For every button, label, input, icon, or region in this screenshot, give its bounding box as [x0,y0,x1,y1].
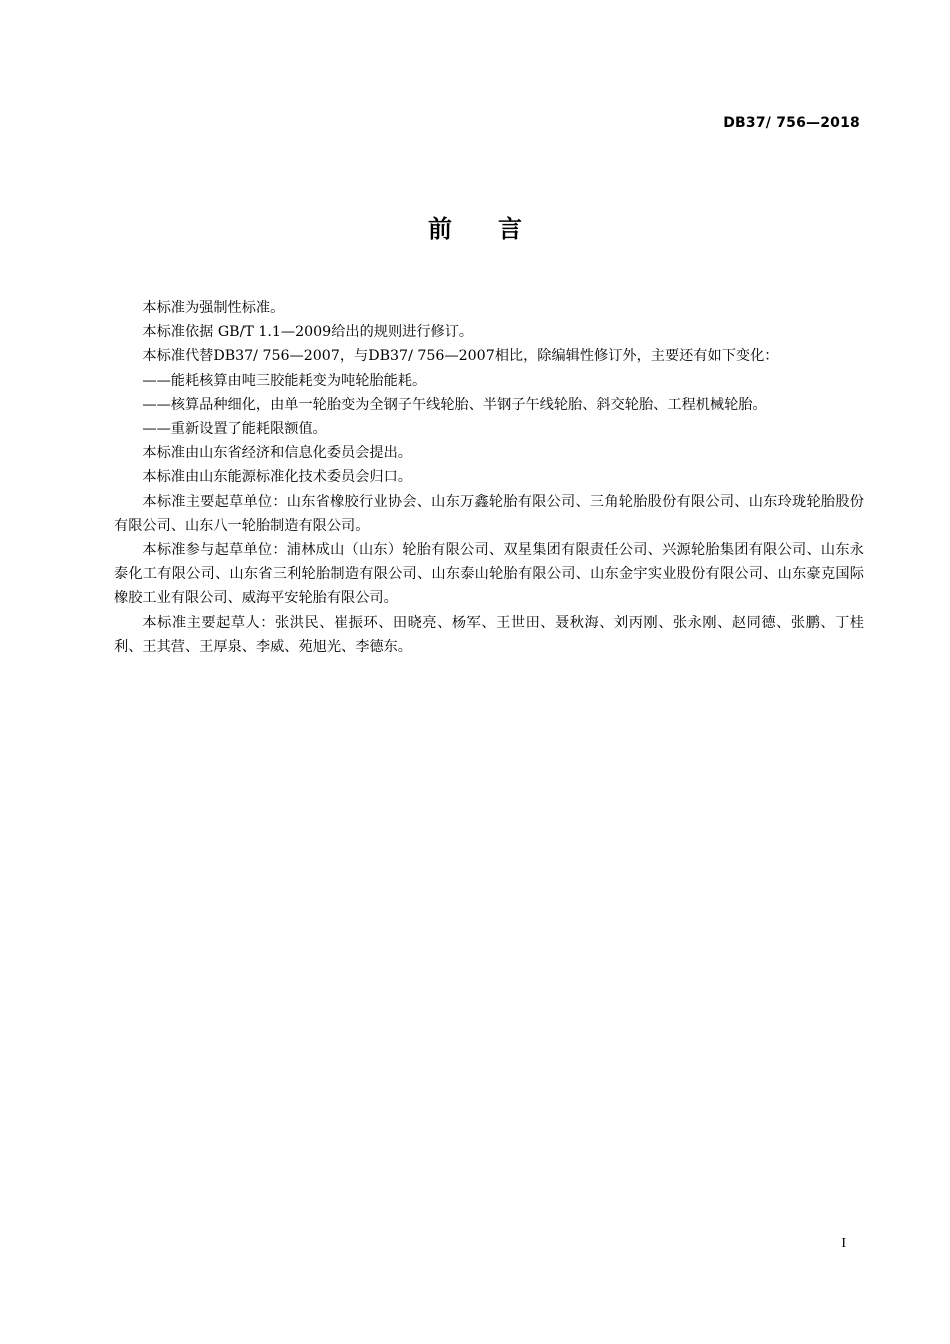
change-item-tire-types: ——核算品种细化，由单一轮胎变为全钢子午线轮胎、半钢子午线轮胎、斜交轮胎、工程机械轮胎。 [142,396,767,413]
paragraph-main-drafting-units: 本标准主要起草单位：山东省橡胶行业协会、山东万鑫轮胎有限公司、三角轮胎股份有限公司、山东玲珑轮胎股份有限公司、山东八一轮胎制造有限公司。 [114,493,864,534]
paragraph-participating-units: 本标准参与起草单位：浦林成山（山东）轮胎有限公司、双星集团有限责任公司、兴源轮胎集团有限公司、山东永泰化工有限公司、山东省三利轮胎制造有限公司、山东泰山轮胎有限公司、山东金宇实业股份有限公司、山东豪克国际橡胶工业有限公司、威海平安轮胎有限公司。 [114,542,864,607]
document-code: DB37/ 756—2018 [723,115,860,131]
paragraph-proposed-by: 本标准由山东省经济和信息化委员会提出。 [142,445,412,462]
paragraph-mandatory-statement: 本标准为强制性标准。 [142,300,285,316]
paragraph-main-drafters: 本标准主要起草人：张洪民、崔振环、田晓亮、杨军、王世田、聂秋海、刘丙刚、张永刚、赵同德、张鹏、丁桂利、王其营、王厚泉、李威、苑旭光、李德东。 [114,614,864,655]
paragraph-administered-by: 本标准由山东能源标准化技术委员会归口。 [142,469,412,486]
paragraph-drafting-rules: 本标准依据 GB/T 1.1—2009给出的规则进行修订。 [142,324,474,341]
page-number: I [841,1236,846,1251]
paragraph-replacement: 本标准代替DB37/ 756—2007，与DB37/ 756—2007相比，除编辑性修订外，主要还有如下变化： [142,348,779,365]
change-item-limit-values: ——重新设置了能耗限额值。 [142,421,327,438]
foreword-body [114,296,864,659]
section-title: 前言 [428,215,568,243]
change-item-energy-basis: ——能耗核算由吨三胶能耗变为吨轮胎能耗。 [142,372,427,389]
